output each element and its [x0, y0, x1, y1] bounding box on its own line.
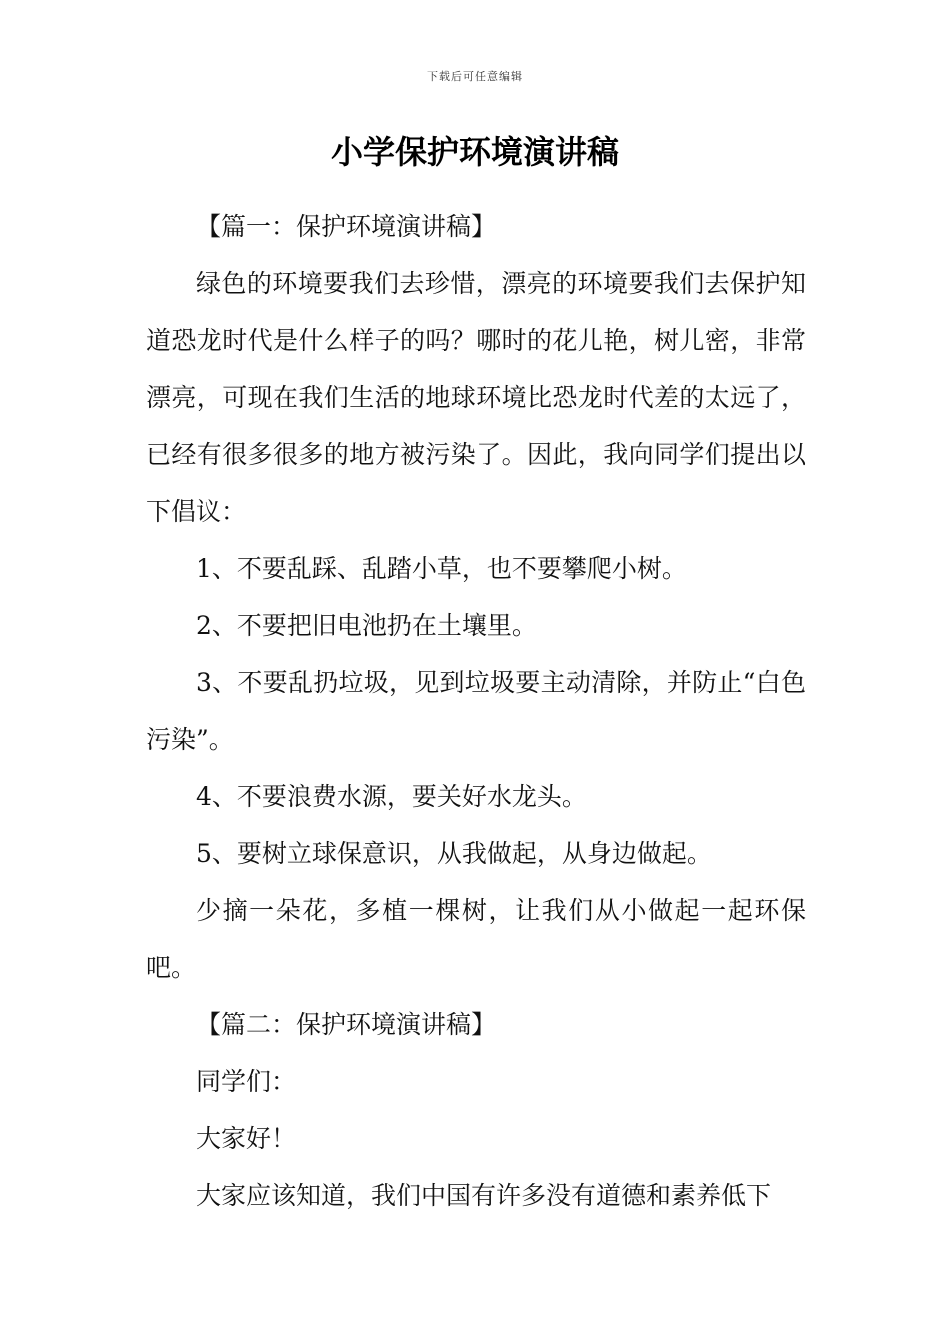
closing-paragraph: 少摘一朵花，多植一棵树，让我们从小做起一起环保吧。	[146, 896, 806, 982]
proposal-item-2: 2、不要把旧电池扔在土壤里。	[196, 611, 537, 640]
proposal-item-4: 4、不要浪费水源，要关好水龙头。	[196, 782, 587, 811]
intro-paragraph: 绿色的环境要我们去珍惜，漂亮的环境要我们去保护知道恐龙时代是什么样子的吗？哪时的花儿艳，树儿密，非常漂亮，可现在我们生活的地球环境比恐龙时代差的太远了，已经有很多很多的地方被污染了。因此，我向同学们提出以下倡议：	[146, 269, 806, 526]
proposal-item-5: 5、要树立球保意识，从我做起，从身边做起。	[196, 839, 712, 868]
final-paragraph: 大家应该知道，我们中国有许多没有道德和素养低下	[196, 1181, 772, 1210]
section-heading-1: 【篇一：保护环境演讲稿】	[196, 212, 497, 241]
header-note: 下载后可任意编辑	[427, 70, 523, 83]
section-heading-2: 【篇二：保护环境演讲稿】	[196, 1010, 497, 1039]
salutation: 同学们：	[196, 1067, 297, 1096]
proposal-item-1: 1、不要乱踩、乱踏小草，也不要攀爬小树。	[196, 554, 687, 583]
document-title: 小学保护环境演讲稿	[330, 133, 619, 171]
proposal-item-3: 3、不要乱扔垃圾，见到垃圾要主动清除，并防止“白色污染”。	[146, 668, 806, 754]
greeting: 大家好！	[196, 1124, 297, 1153]
document-body	[146, 198, 806, 1224]
